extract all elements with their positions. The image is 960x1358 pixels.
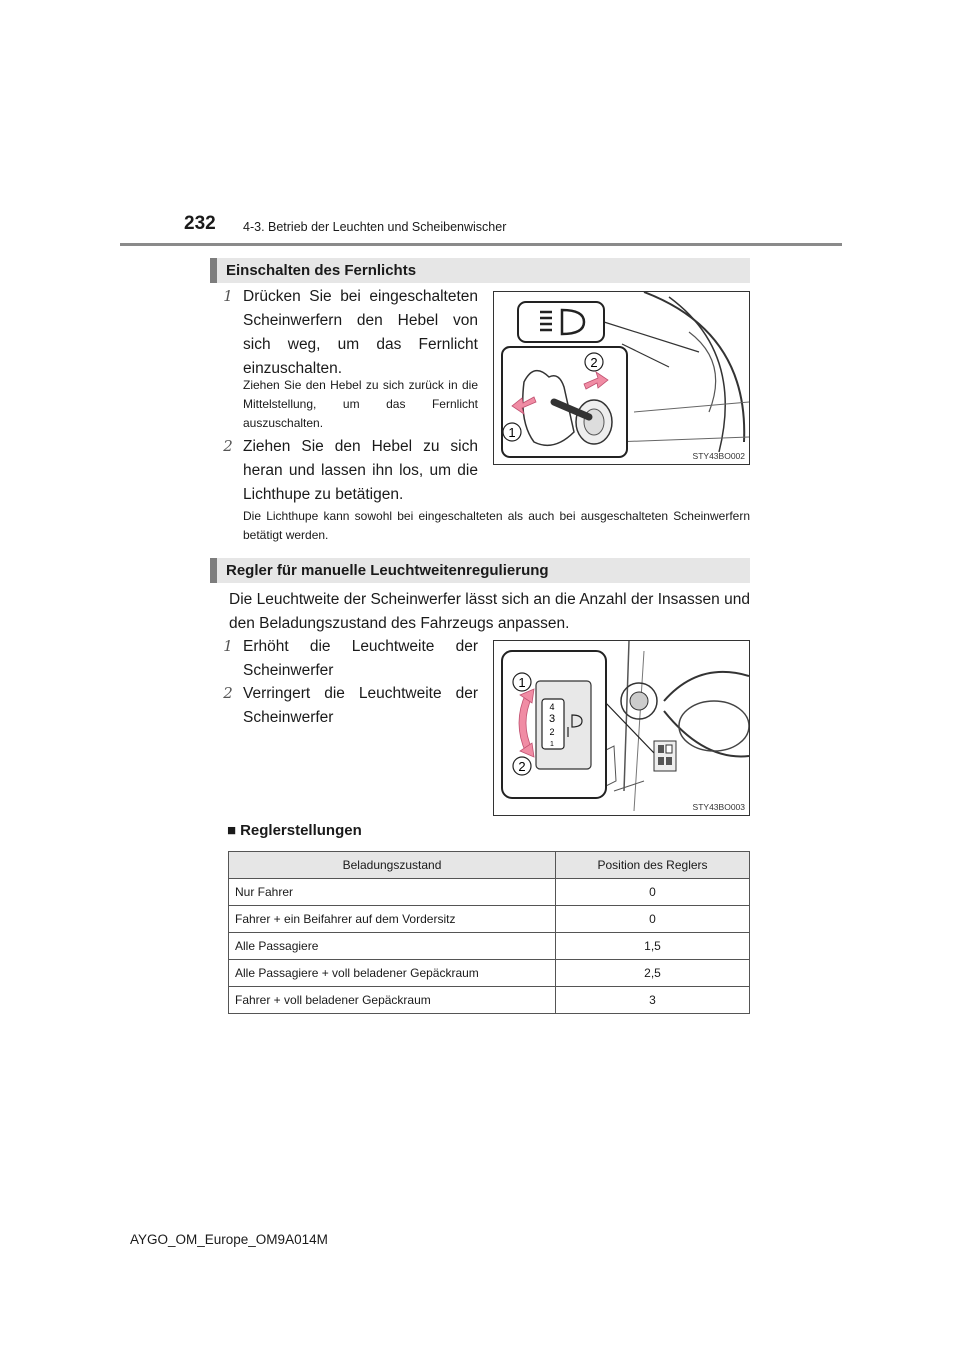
- section-heading-leveling: Regler für manuelle Leuchtweitenregulierung: [210, 558, 750, 583]
- step-text-1: Drücken Sie bei eingeschalteten Scheinwerfern den Hebel von sich weg, um das Fernlicht einzuschalten.: [243, 288, 478, 377]
- dial-illustration: [494, 641, 749, 815]
- figure-dial: [493, 640, 750, 816]
- table-row: [229, 933, 750, 960]
- load-cell: Alle Passagiere: [229, 933, 556, 960]
- flash-footnote: Die Lichthupe kann sowohl bei eingeschalteten als auch bei ausgeschalteten Scheinwerfern betätigt werden.: [243, 509, 750, 542]
- step-number-1: 1: [223, 287, 233, 305]
- load-cell: Alle Passagiere + voll beladener Gepäckraum: [229, 960, 556, 987]
- section-path: 4-3. Betrieb der Leuchten und Scheibenwischer: [243, 220, 507, 234]
- dial-positions-table: [228, 851, 750, 1014]
- square-bullet-icon: ■: [227, 822, 237, 839]
- page-number: 232: [184, 213, 216, 234]
- position-cell: 0: [556, 879, 750, 906]
- dial-mark-2: 2: [549, 727, 555, 737]
- position-cell: 1,5: [556, 933, 750, 960]
- column-header-load: Beladungszustand: [229, 852, 556, 879]
- figure-lever: [493, 291, 750, 465]
- position-cell: 3: [556, 987, 750, 1014]
- figure-code-1: STY43BO002: [692, 451, 745, 461]
- position-cell: 2,5: [556, 960, 750, 987]
- load-cell: Nur Fahrer: [229, 879, 556, 906]
- section-heading-high-beam: Einschalten des Fernlichts: [210, 258, 750, 283]
- table-row: [229, 987, 750, 1014]
- table-row: [229, 879, 750, 906]
- step-text-4: Verringert die Leuchtweite der Scheinwerfer: [243, 685, 478, 726]
- column-header-position: Position des Reglers: [556, 852, 750, 879]
- figure-code-2: STY43BO003: [692, 802, 745, 812]
- dial-mark-3: 3: [548, 713, 556, 725]
- step-text-2: Ziehen Sie den Hebel zu sich heran und lassen ihn los, um die Lichthupe zu betätigen.: [243, 438, 478, 503]
- table-row: [229, 960, 750, 987]
- step-number-2: 2: [223, 437, 233, 455]
- table-row: [229, 906, 750, 933]
- dial-mark-1: 1: [550, 741, 554, 748]
- step-number-4: 2: [223, 684, 233, 702]
- table-header-row: [229, 852, 750, 879]
- load-cell: Fahrer + ein Beifahrer auf dem Vordersitz: [229, 906, 556, 933]
- leveling-intro: Die Leuchtweite der Scheinwerfer lässt sich an die Anzahl der Insassen und den Beladungszustand des Fahrzeugs anpassen.: [229, 591, 750, 632]
- figure-1-callout-2: 2: [590, 355, 598, 370]
- figure-2-callout-2: 2: [518, 759, 526, 774]
- header-rule: [120, 243, 842, 246]
- dial-mark-4: 4: [549, 702, 555, 712]
- step-note-1: Ziehen Sie den Hebel zu sich zurück in die Mittelstellung, um das Fernlicht auszuschalten.: [243, 378, 478, 430]
- figure-1-callout-1: 1: [508, 425, 516, 440]
- step-text-3: Erhöht die Leuchtweite der Scheinwerfer: [243, 638, 478, 679]
- lever-illustration: [494, 292, 749, 464]
- step-number-3: 1: [223, 637, 233, 655]
- footer-doc-id: AYGO_OM_Europe_OM9A014M: [130, 1232, 328, 1247]
- load-cell: Fahrer + voll beladener Gepäckraum: [229, 987, 556, 1014]
- figure-2-callout-1: 1: [518, 675, 526, 690]
- subheading-dial-positions: ■ Reglerstellungen: [227, 822, 362, 839]
- position-cell: 0: [556, 906, 750, 933]
